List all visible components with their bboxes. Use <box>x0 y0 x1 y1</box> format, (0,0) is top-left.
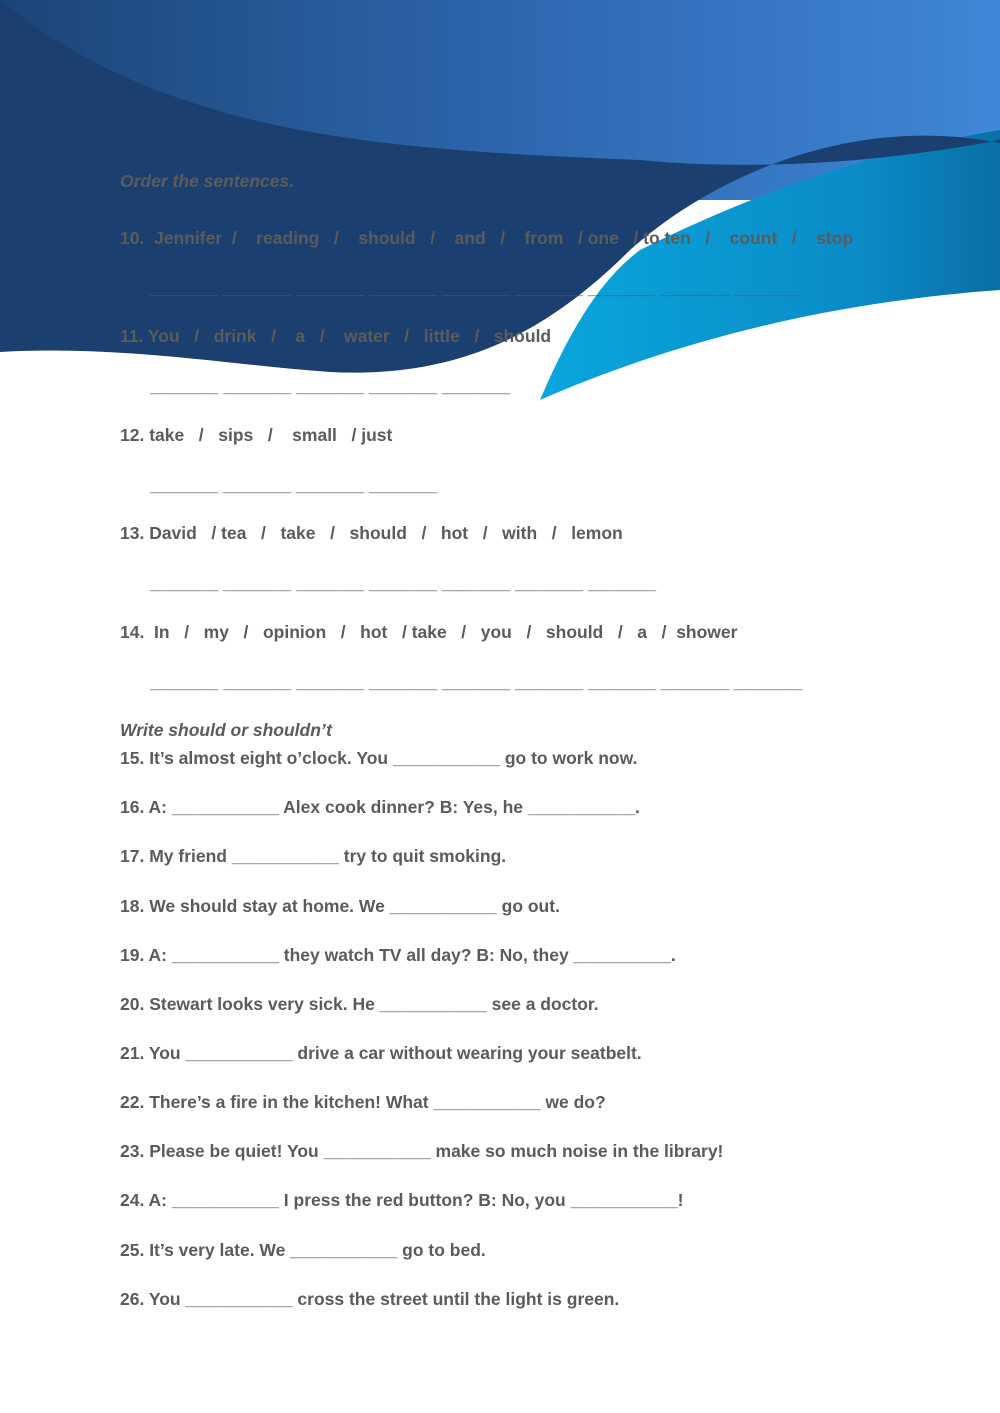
order-item-13: 13. David / tea / take / should / hot / with / lemon <box>120 523 623 543</box>
exercise-item-23: 23. Please be quiet! You ___________ make so much noise in the library! <box>120 1141 724 1161</box>
section-heading-should: Write should or shouldn’t <box>120 720 332 740</box>
exercise-item-21: 21. You ___________ drive a car without wearing your seatbelt. <box>120 1043 642 1063</box>
section-heading-order: Order the sentences. <box>120 171 295 191</box>
exercise-item-19: 19. A: ___________ they watch TV all day? B: No, they __________. <box>120 945 676 965</box>
order-item-10: 10. Jennifer / reading / should / and / from / one / to ten / count / stop <box>120 228 854 248</box>
exercise-item-15: 15. It’s almost eight o’clock. You ___________ go to work now. <box>120 748 638 768</box>
exercise-item-20: 20. Stewart looks very sick. He ___________ see a doctor. <box>120 994 599 1014</box>
answer-blanks-11: _______ _______ _______ _______ _______ <box>150 376 511 396</box>
answer-blanks-10: _______ _______ _______ _______ _______ _______ _______ _______ _______ <box>150 278 803 298</box>
order-item-11: 11. You / drink / a / water / little / should <box>120 326 552 346</box>
exercise-item-16: 16. A: ___________ Alex cook dinner? B: Yes, he ___________. <box>120 797 640 817</box>
exercise-item-24: 24. A: ___________ I press the red button? B: No, you ___________! <box>120 1190 684 1210</box>
exercise-item-22: 22. There’s a fire in the kitchen! What ___________ we do? <box>120 1092 606 1112</box>
answer-blanks-12: _______ _______ _______ _______ <box>150 475 438 495</box>
order-item-12: 12. take / sips / small / just <box>120 425 393 445</box>
exercise-item-26: 26. You ___________ cross the street until the light is green. <box>120 1289 620 1309</box>
exercise-item-25: 25. It’s very late. We ___________ go to bed. <box>120 1240 486 1260</box>
answer-blanks-14: _______ _______ _______ _______ _______ _______ _______ _______ _______ <box>150 672 803 692</box>
exercise-item-17: 17. My friend ___________ try to quit smoking. <box>120 846 507 866</box>
exercise-item-18: 18. We should stay at home. We ___________ go out. <box>120 896 560 916</box>
order-item-14: 14. In / my / opinion / hot / take / you / should / a / shower <box>120 622 738 642</box>
answer-blanks-13: _______ _______ _______ _______ _______ _______ _______ <box>150 573 657 593</box>
